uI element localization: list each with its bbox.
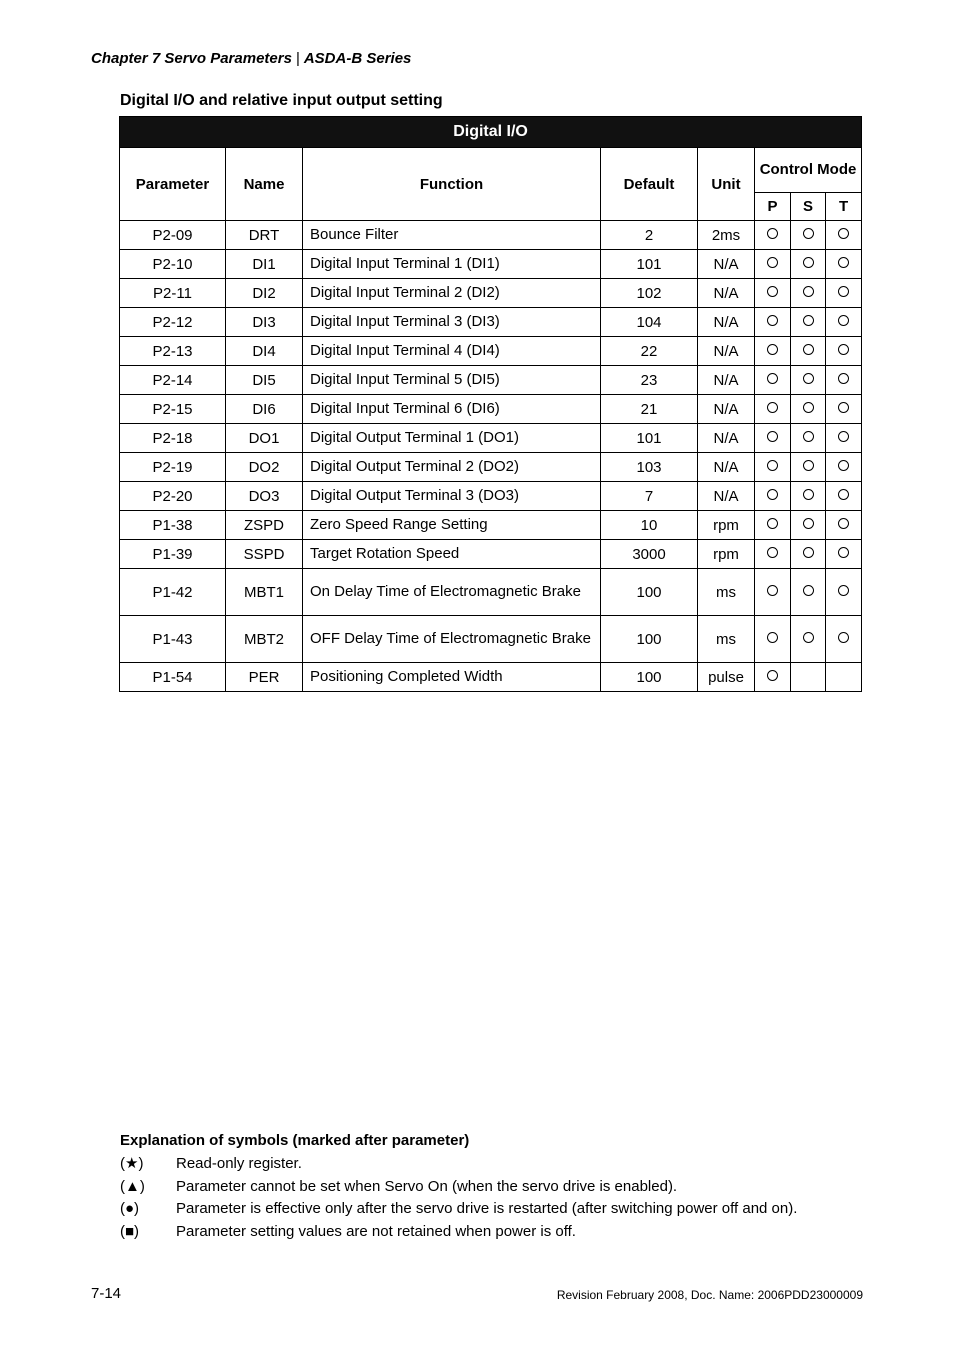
- table-row: [120, 663, 862, 692]
- header-name: Name: [226, 148, 303, 221]
- cell-name: DO1: [226, 424, 303, 453]
- legend-symbol: (▲): [120, 1177, 145, 1195]
- circle-icon: [767, 344, 778, 355]
- cell-function: Positioning Completed Width: [303, 663, 601, 692]
- legend-text: Read-only register.: [176, 1155, 302, 1172]
- cell-name: DI3: [226, 308, 303, 337]
- cell-mode-t: [826, 453, 862, 482]
- cell-mode-t: [826, 482, 862, 511]
- cell-default: 100: [601, 663, 698, 692]
- cell-mode-s: [791, 616, 826, 663]
- cell-parameter: P2-09: [120, 221, 226, 250]
- legend-symbol: (■): [120, 1222, 140, 1240]
- table-row: [120, 221, 862, 250]
- header-mode-s: S: [791, 193, 826, 221]
- circle-icon: [767, 632, 778, 643]
- cell-unit: N/A: [698, 424, 755, 453]
- cell-mode-t: [826, 250, 862, 279]
- circle-icon: [803, 518, 814, 529]
- cell-mode-p: [755, 337, 791, 366]
- cell-parameter: P1-54: [120, 663, 226, 692]
- circle-icon: [767, 315, 778, 326]
- circle-icon: [767, 460, 778, 471]
- table-row: [120, 453, 862, 482]
- cell-function: Digital Input Terminal 6 (DI6): [303, 395, 601, 424]
- cell-default: 103: [601, 453, 698, 482]
- cell-name: DO3: [226, 482, 303, 511]
- circle-icon: [803, 402, 814, 413]
- cell-default: 3000: [601, 540, 698, 569]
- cell-mode-p: [755, 663, 791, 692]
- cell-function: Digital Input Terminal 2 (DI2): [303, 279, 601, 308]
- cell-unit: N/A: [698, 395, 755, 424]
- legend-symbol: (★): [120, 1155, 144, 1172]
- header-function: Function: [303, 148, 601, 221]
- cell-mode-s: [791, 569, 826, 616]
- cell-mode-p: [755, 482, 791, 511]
- cell-mode-s: [791, 337, 826, 366]
- cell-mode-p: [755, 424, 791, 453]
- header-control-mode: Control Mode: [755, 148, 862, 193]
- cell-mode-t: [826, 308, 862, 337]
- circle-icon: [838, 286, 849, 297]
- circle-icon: [767, 402, 778, 413]
- cell-function: Digital Output Terminal 3 (DO3): [303, 482, 601, 511]
- cell-function: Digital Output Terminal 1 (DO1): [303, 424, 601, 453]
- legend-text: Parameter is effective only after the servo drive is restarted (after switching power off and on).: [176, 1200, 798, 1217]
- cell-mode-s: [791, 279, 826, 308]
- cell-parameter: P1-43: [120, 616, 226, 663]
- cell-mode-t: [826, 569, 862, 616]
- circle-icon: [803, 228, 814, 239]
- cell-mode-s: [791, 540, 826, 569]
- legend-item: [120, 1198, 797, 1220]
- circle-icon: [767, 286, 778, 297]
- series-title: ASDA-B Series: [303, 50, 412, 67]
- table-row: [120, 482, 862, 511]
- cell-mode-p: [755, 250, 791, 279]
- cell-default: 7: [601, 482, 698, 511]
- cell-function: Zero Speed Range Setting: [303, 511, 601, 540]
- cell-default: 23: [601, 366, 698, 395]
- circle-icon: [838, 460, 849, 471]
- table-body: [120, 221, 862, 692]
- cell-mode-t: [826, 616, 862, 663]
- cell-parameter: P2-13: [120, 337, 226, 366]
- cell-name: DI1: [226, 250, 303, 279]
- table-row: [120, 395, 862, 424]
- cell-function: Digital Input Terminal 4 (DI4): [303, 337, 601, 366]
- cell-default: 100: [601, 616, 698, 663]
- header-parameter: Parameter: [120, 148, 226, 221]
- cell-mode-t: [826, 221, 862, 250]
- cell-default: 10: [601, 511, 698, 540]
- circle-icon: [803, 585, 814, 596]
- circle-icon: [838, 344, 849, 355]
- circle-icon: [838, 373, 849, 384]
- cell-parameter: P2-14: [120, 366, 226, 395]
- cell-mode-t: [826, 366, 862, 395]
- circle-icon: [767, 373, 778, 384]
- circle-icon: [803, 632, 814, 643]
- legend-text: Parameter cannot be set when Servo On (when the servo drive is enabled).: [176, 1177, 678, 1195]
- parameter-table: [119, 116, 862, 692]
- legend-title: Explanation of symbols (marked after parameter): [120, 1132, 470, 1149]
- circle-icon: [838, 402, 849, 413]
- cell-parameter: P2-12: [120, 308, 226, 337]
- circle-icon: [838, 547, 849, 558]
- cell-function: Digital Output Terminal 2 (DO2): [303, 453, 601, 482]
- cell-mode-s: [791, 221, 826, 250]
- cell-default: 104: [601, 308, 698, 337]
- circle-icon: [838, 315, 849, 326]
- legend-text: Parameter setting values are not retained when power is off.: [176, 1222, 576, 1240]
- circle-icon: [838, 257, 849, 268]
- cell-mode-t: [826, 540, 862, 569]
- cell-name: DI5: [226, 366, 303, 395]
- cell-name: MBT1: [226, 569, 303, 616]
- circle-icon: [767, 228, 778, 239]
- cell-unit: rpm: [698, 540, 755, 569]
- circle-icon: [803, 547, 814, 558]
- cell-parameter: P2-20: [120, 482, 226, 511]
- circle-icon: [803, 344, 814, 355]
- cell-mode-p: [755, 540, 791, 569]
- cell-parameter: P1-38: [120, 511, 226, 540]
- cell-mode-p: [755, 279, 791, 308]
- table-row: [120, 569, 862, 616]
- cell-name: DI2: [226, 279, 303, 308]
- cell-mode-s: [791, 424, 826, 453]
- cell-mode-p: [755, 221, 791, 250]
- circle-icon: [767, 257, 778, 268]
- cell-name: MBT2: [226, 616, 303, 663]
- cell-name: DRT: [226, 221, 303, 250]
- cell-function: Digital Input Terminal 3 (DI3): [303, 308, 601, 337]
- cell-function: OFF Delay Time of Electromagnetic Brake: [303, 616, 601, 663]
- table-row: [120, 337, 862, 366]
- cell-mode-t: [826, 337, 862, 366]
- cell-mode-p: [755, 395, 791, 424]
- cell-mode-t: [826, 424, 862, 453]
- cell-mode-t: [826, 511, 862, 540]
- circle-icon: [803, 286, 814, 297]
- circle-icon: [838, 431, 849, 442]
- cell-mode-t: [826, 663, 862, 692]
- cell-mode-s: [791, 511, 826, 540]
- table-row: [120, 616, 862, 663]
- cell-parameter: P2-19: [120, 453, 226, 482]
- cell-parameter: P1-39: [120, 540, 226, 569]
- cell-unit: 2ms: [698, 221, 755, 250]
- table-row: [120, 366, 862, 395]
- circle-icon: [767, 670, 778, 681]
- cell-name: DO2: [226, 453, 303, 482]
- chapter-title: Chapter 7 Servo Parameters: [91, 50, 292, 67]
- cell-mode-s: [791, 308, 826, 337]
- cell-mode-s: [791, 250, 826, 279]
- circle-icon: [838, 632, 849, 643]
- header-separator: |: [295, 50, 300, 67]
- cell-mode-s: [791, 453, 826, 482]
- table-row: [120, 511, 862, 540]
- cell-unit: N/A: [698, 453, 755, 482]
- cell-default: 2: [601, 221, 698, 250]
- cell-function: Target Rotation Speed: [303, 540, 601, 569]
- legend-item: [120, 1176, 677, 1198]
- cell-mode-s: [791, 482, 826, 511]
- cell-function: Bounce Filter: [303, 221, 601, 250]
- cell-mode-p: [755, 366, 791, 395]
- circle-icon: [767, 489, 778, 500]
- cell-name: DI6: [226, 395, 303, 424]
- table-row: [120, 424, 862, 453]
- cell-unit: rpm: [698, 511, 755, 540]
- cell-mode-p: [755, 511, 791, 540]
- header-unit: Unit: [698, 148, 755, 221]
- cell-unit: N/A: [698, 308, 755, 337]
- circle-icon: [803, 489, 814, 500]
- cell-unit: N/A: [698, 279, 755, 308]
- circle-icon: [803, 257, 814, 268]
- legend-item: [120, 1153, 302, 1175]
- revision-info: Revision February 2008, Doc. Name: 2006PDD23000009: [556, 1288, 863, 1302]
- cell-unit: pulse: [698, 663, 755, 692]
- header-mode-t: T: [826, 193, 862, 221]
- cell-parameter: P1-42: [120, 569, 226, 616]
- circle-icon: [838, 585, 849, 596]
- legend-symbol: (●): [120, 1200, 140, 1217]
- cell-mode-p: [755, 569, 791, 616]
- cell-unit: N/A: [698, 250, 755, 279]
- cell-unit: ms: [698, 616, 755, 663]
- cell-mode-t: [826, 279, 862, 308]
- cell-mode-s: [791, 395, 826, 424]
- cell-mode-s: [791, 663, 826, 692]
- cell-mode-p: [755, 308, 791, 337]
- cell-unit: N/A: [698, 482, 755, 511]
- table-row: [120, 540, 862, 569]
- cell-default: 22: [601, 337, 698, 366]
- circle-icon: [767, 431, 778, 442]
- cell-default: 21: [601, 395, 698, 424]
- cell-unit: N/A: [698, 366, 755, 395]
- cell-function: Digital Input Terminal 5 (DI5): [303, 366, 601, 395]
- cell-unit: N/A: [698, 337, 755, 366]
- legend-item: [120, 1221, 576, 1243]
- header-default: Default: [601, 148, 698, 221]
- cell-function: Digital Input Terminal 1 (DI1): [303, 250, 601, 279]
- circle-icon: [803, 373, 814, 384]
- cell-name: SSPD: [226, 540, 303, 569]
- cell-name: PER: [226, 663, 303, 692]
- page-number: 7-14: [91, 1285, 122, 1302]
- circle-icon: [767, 518, 778, 529]
- cell-unit: ms: [698, 569, 755, 616]
- cell-parameter: P2-15: [120, 395, 226, 424]
- cell-mode-p: [755, 616, 791, 663]
- cell-default: 100: [601, 569, 698, 616]
- cell-parameter: P2-11: [120, 279, 226, 308]
- circle-icon: [838, 489, 849, 500]
- table-row: [120, 308, 862, 337]
- cell-parameter: P2-10: [120, 250, 226, 279]
- circle-icon: [767, 547, 778, 558]
- circle-icon: [803, 460, 814, 471]
- cell-name: ZSPD: [226, 511, 303, 540]
- cell-default: 102: [601, 279, 698, 308]
- running-header: [91, 50, 411, 67]
- table-row: [120, 250, 862, 279]
- circle-icon: [803, 431, 814, 442]
- header-mode-p: P: [755, 193, 791, 221]
- cell-mode-p: [755, 453, 791, 482]
- cell-mode-t: [826, 395, 862, 424]
- table-row: [120, 279, 862, 308]
- circle-icon: [838, 518, 849, 529]
- cell-function: On Delay Time of Electromagnetic Brake: [303, 569, 601, 616]
- table-banner: Digital I/O: [120, 117, 862, 148]
- section-title: Digital I/O and relative input output setting: [120, 92, 443, 109]
- circle-icon: [838, 228, 849, 239]
- circle-icon: [803, 315, 814, 326]
- cell-default: 101: [601, 250, 698, 279]
- cell-mode-s: [791, 366, 826, 395]
- circle-icon: [767, 585, 778, 596]
- cell-default: 101: [601, 424, 698, 453]
- cell-parameter: P2-18: [120, 424, 226, 453]
- cell-name: DI4: [226, 337, 303, 366]
